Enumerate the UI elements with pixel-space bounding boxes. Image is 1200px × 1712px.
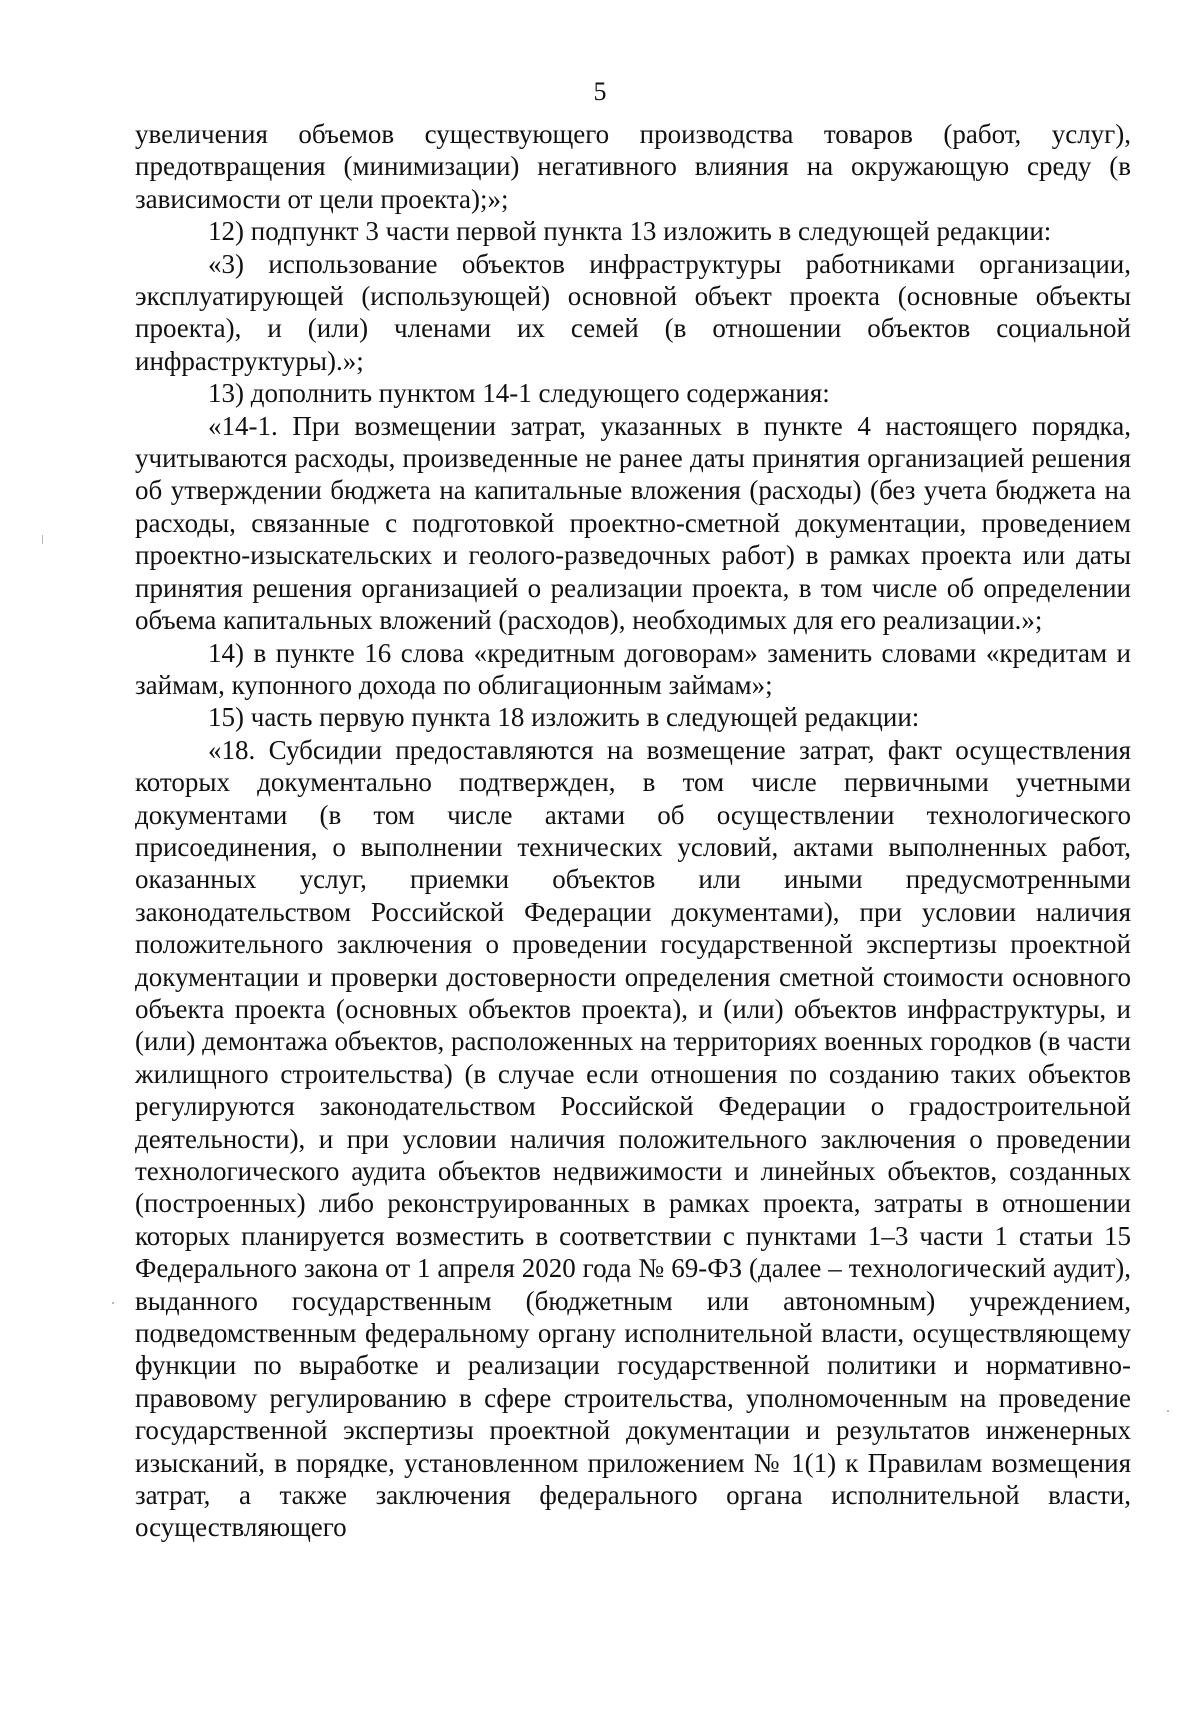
paragraph-continuation: увеличения объемов существующего производства товаров (работ, услуг), предотвращения (минимизации) негативного влияния на окружающую среду (в зависимости от цели проекта);»; <box>135 119 1131 214</box>
scan-speck <box>42 535 43 544</box>
paragraph-quote-14-1: «14-1. При возмещении затрат, указанных в пункте 4 настоящего порядка, учитываются расходы, произведенные не ранее даты принятия организацией решения об утверждении бюджета на капитальные вложения (расходы) (без учета бюджета на расходы, связанные с подготовкой проектно-сметной документации, проведением проектно-изыскательских и геолого-разведочных работ) в рамках проекта или даты принятия решения организацией о реализации проекта, в том числе об определении объема капитальных вложений (расходов), необходимых для его реализации.»; <box>135 410 1131 636</box>
paragraph-quote-18: «18. Субсидии предоставляются на возмещение затрат, факт осуществления которых документально подтвержден, в том числе первичными учетными документами (в том числе актами об осуществлении технологического присоединения, о выполнении технических условий, актами выполненных работ, оказанных услуг, приемки объектов или иными предусмотренными законодательством Российской Федерации документами), при условии наличия положительного заключения о проведении государственной экспертизы проектной документации и проверки достоверности определения сметной стоимости основного объекта проекта (основных объектов проекта), и (или) объектов инфраструктуры, и (или) демонтажа объектов, расположенных на территориях военных городков (в части жилищного строительства) (в случае если отношения по созданию таких объектов регулируются законодательством Российской Федерации о градостроительной деятельности), и при условии наличия положительного заключения о проведении технологического аудита объектов недвижимости и линейных объектов, созданных (построенных) либо реконструированных в рамках проекта, затраты в отношении которых планируется возместить в соответствии с пунктами 1–3 части 1 статьи 15 Федерального закона от 1 апреля 2020 года № 69-ФЗ (далее – технологический аудит), выданного государственным (бюджетным или автономным) учреждением, подведомственным федеральному органу исполнительной власти, осуществляющему функции по выработке и реализации государственной политики и нормативно-правовому регулированию в сфере строительства, уполномоченным на проведение государственной экспертизы проектной документации и результатов инженерных изысканий, в порядке, установленном приложением № 1(1) к Правилам возмещения затрат, а также заключения федерального органа исполнительной власти, осуществляющего <box>135 734 1131 1543</box>
paragraph-item-14: 14) в пункте 16 слова «кредитным договорам» заменить словами «кредитам и займам, купонного дохода по облигационным займам»; <box>135 637 1131 700</box>
paragraph-quote-3: «3) использование объектов инфраструктуры работниками организации, эксплуатирующей (использующей) основной объект проекта (основные объекты проекта), и (или) членами их семей (в отношении объектов социальной инфраструктуры).»; <box>135 248 1131 376</box>
scan-speck <box>112 1302 114 1304</box>
scan-speck <box>1167 1410 1169 1412</box>
page-number: 5 <box>593 77 607 106</box>
document-body <box>135 118 1131 1544</box>
paragraph-item-15: 15) часть первую пункта 18 изложить в следующей редакции: <box>208 702 920 733</box>
paragraph-item-12: 12) подпункт 3 части первой пункта 13 изложить в следующей редакции: <box>208 216 1052 247</box>
paragraph-item-13: 13) дополнить пунктом 14-1 следующего содержания: <box>208 378 830 409</box>
